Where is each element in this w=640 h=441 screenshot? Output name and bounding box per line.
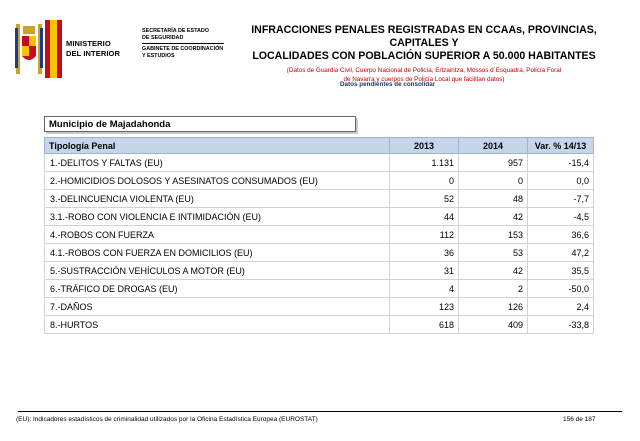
page-number: 156 de 187 (563, 416, 596, 423)
flag-stripe-yellow (50, 20, 57, 78)
cell-tipologia: 4.1.-ROBOS CON FUERZA EN DOMICILIOS (EU) (45, 244, 390, 262)
cell-tipologia: 3.1.-ROBO CON VIOLENCIA E INTIMIDACIÓN (EU) (45, 208, 390, 226)
secretaria-block (142, 28, 224, 59)
cell-2013: 112 (390, 226, 459, 244)
cell-2013: 36 (390, 244, 459, 262)
data-sources-note: (Datos de Guardia Civil, Cuerpo Nacional de Policía, Ertzaintza, Mossos d´Esquadra, Policía Foral de Navarra y cuerpos de Policía Local que facilitan datos) (286, 67, 562, 83)
cell-2014: 48 (459, 190, 528, 208)
cell-variation: 47,2 (528, 244, 594, 262)
cell-2013: 1.131 (390, 154, 459, 172)
cell-2014: 957 (459, 154, 528, 172)
cell-variation: 0,0 (528, 172, 594, 190)
footer-note: (EU): Indicadores estadísticos de criminalidad utilizados por la Oficina Estadística Europea (EUROSTAT) (16, 416, 318, 423)
table-row (45, 172, 594, 190)
gabinete-name: GABINETE DE COORDINACIÓN Y ESTUDIOS (142, 46, 224, 59)
cell-2013: 31 (390, 262, 459, 280)
table-header-row (45, 138, 594, 154)
table-row (45, 262, 594, 280)
table-row (45, 208, 594, 226)
cell-2013: 4 (390, 280, 459, 298)
cell-2014: 42 (459, 262, 528, 280)
cell-2013: 0 (390, 172, 459, 190)
cell-tipologia: 4.-ROBOS CON FUERZA (45, 226, 390, 244)
cell-2013: 618 (390, 316, 459, 334)
cell-tipologia: 2.-HOMICIDIOS DOLOSOS Y ASESINATOS CONSUMADOS (EU) (45, 172, 390, 190)
table-row (45, 244, 594, 262)
cell-2014: 53 (459, 244, 528, 262)
cell-variation: -4,5 (528, 208, 594, 226)
cell-2014: 42 (459, 208, 528, 226)
crime-statistics-table (44, 137, 594, 334)
cell-variation: -33,8 (528, 316, 594, 334)
column-header-tipologia: Tipología Penal (45, 138, 390, 154)
report-title: INFRACCIONES PENALES REGISTRADAS EN CCAAs, PROVINCIAS, CAPITALES Y LOCALIDADES CON POBLACIÓN SUPERIOR A 50.000 HABITANTES (251, 24, 597, 62)
cell-2014: 153 (459, 226, 528, 244)
table-row (45, 154, 594, 172)
ministry-name: MINISTERIO DEL INTERIOR (66, 39, 120, 58)
cell-tipologia: 3.-DELINCUENCIA VIOLENTA (EU) (45, 190, 390, 208)
cell-2014: 126 (459, 298, 528, 316)
cell-tipologia: 8.-HURTOS (45, 316, 390, 334)
column-header-2013: 2013 (390, 138, 459, 154)
cell-variation: 36,6 (528, 226, 594, 244)
ministry-logo (14, 20, 134, 78)
coat-of-arms-icon (14, 20, 44, 78)
table-row (45, 316, 594, 334)
table-row (45, 190, 594, 208)
cell-variation: 35,5 (528, 262, 594, 280)
document-header (0, 0, 640, 100)
cell-2014: 409 (459, 316, 528, 334)
cell-tipologia: 7.-DAÑOS (45, 298, 390, 316)
cell-2013: 44 (390, 208, 459, 226)
pending-note: Datos pendientes de consolidar (340, 81, 436, 88)
municipality-title: Municipio de Majadahonda (44, 116, 356, 132)
table-row (45, 298, 594, 316)
cell-2014: 2 (459, 280, 528, 298)
cell-variation: 2,4 (528, 298, 594, 316)
cell-2013: 123 (390, 298, 459, 316)
cell-variation: -50,0 (528, 280, 594, 298)
cell-2014: 0 (459, 172, 528, 190)
column-header-2014: 2014 (459, 138, 528, 154)
secretaria-name: SECRETARÍA DE ESTADO DE SEGURIDAD (142, 28, 224, 44)
cell-2013: 52 (390, 190, 459, 208)
cell-variation: -15,4 (528, 154, 594, 172)
cell-tipologia: 1.-DELITOS Y FALTAS (EU) (45, 154, 390, 172)
cell-tipologia: 6.-TRÁFICO DE DROGAS (EU) (45, 280, 390, 298)
cell-variation: -7,7 (528, 190, 594, 208)
column-header-variation: Var. % 14/13 (528, 138, 594, 154)
report-title-block (232, 24, 616, 84)
flag-stripe-red (57, 20, 62, 78)
table-row (45, 226, 594, 244)
footer-divider (18, 411, 622, 412)
cell-tipologia: 5.-SUSTRACCIÓN VEHÍCULOS A MOTOR (EU) (45, 262, 390, 280)
table-row (45, 280, 594, 298)
